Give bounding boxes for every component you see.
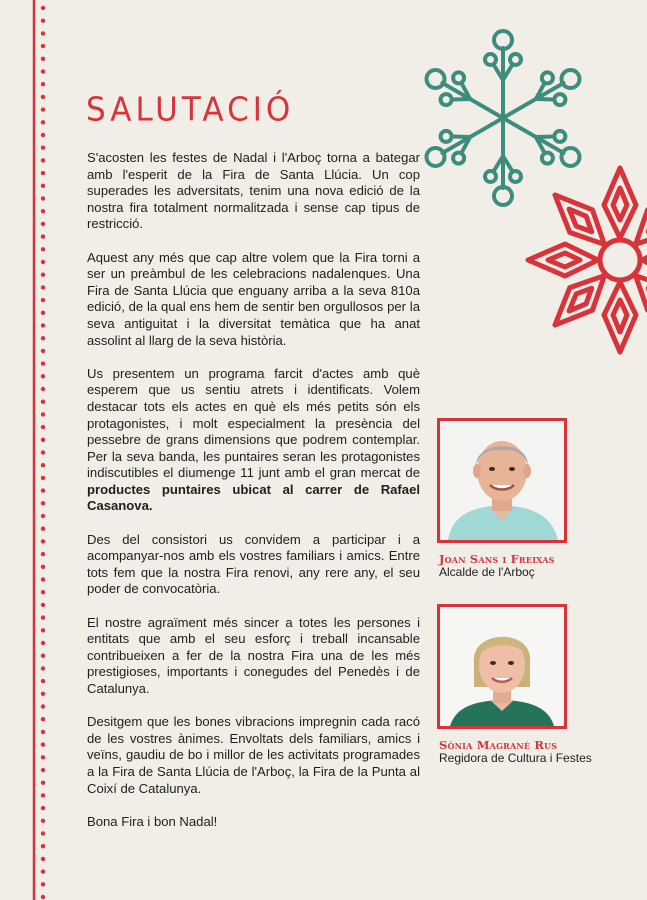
paragraph-4: Des del consistori us convidem a participar i a acompanyar-nos amb els vostres familiars i amics. Entre tots fem que la nostra Fira renovi, any rere any, el seu poder de convocatòria.: [87, 531, 420, 597]
paragraph-3-bold: productes puntaires ubicat al carrer de Rafael Casanova.: [87, 481, 420, 514]
paragraph-2: Aquest any més que cap altre volem que la Fira torni a ser un preàmbul de les celebracions nadalenques. Una Fira de Santa Llúcia que enguany arriba a la seva 810a edició, de la qual ens hem de sentir ben orgullosos per la seva antiguitat i la diversitat temàtica que ha anat assolint al llarg de la seva història.: [87, 249, 420, 348]
paragraph-1: S'acosten les festes de Nadal i l'Arboç torna a bategar amb l'esperit de la Fira de Santa Llúcia. Un cop superades les adversitats, tenim una nova edició de la nostra fira totalment normalitzada i sense cap tipus de restricció.: [87, 150, 420, 232]
signatory-role-2: Regidora de Cultura i Festes: [439, 751, 592, 765]
paragraph-5: El nostre agraïment més sincer a totes les persones i entitats que amb el seu esforç i treball incansable contribueixen a fer de la nostra Fira una de les més prestigioses, importants i conegudes del Penedès i de Catalunya.: [87, 614, 420, 696]
signatory-name-2: Sònia Magrané Rus: [439, 738, 558, 752]
paragraph-7: Bona Fira i bon Nadal!: [87, 813, 218, 829]
portrait-photo-councillor: [437, 604, 567, 729]
snowflake-red-icon: [520, 160, 647, 360]
greeting-text: [87, 150, 420, 847]
paragraph-6: Desitgem que les bones vibracions impregnin cada racó de les vostres ànimes. Envoltats dels familiars, amics i veïns, gaudiu de bo i millor de les activitats programades a la Fira de Santa Llúcia de l'Arboç, la Fira de la Punta al Coixí de Catalunya.: [87, 714, 420, 796]
signatory-role-1: Alcalde de l'Arboç: [439, 565, 535, 579]
paragraph-3: [87, 366, 420, 515]
dotted-border-line: [29, 0, 49, 900]
paragraph-3-text: Us presentem un programa farcit d'actes amb què esperem que us sentiu atrets i identificats. Volem destacar tots els actes en què els més petits són els protagonistes, i molt especialment la presència del pessebre de grans dimensions que podrem contemplar. Per la seva banda, les puntaires seran les protagonistes indiscutibles el diumenge 11 junt amb el gran mercat de: [87, 365, 420, 481]
portrait-photo-mayor: [437, 418, 567, 543]
signatory-name-1: Joan Sans i Freixas: [439, 552, 555, 566]
page-title: SALUTACIÓ: [86, 91, 295, 129]
